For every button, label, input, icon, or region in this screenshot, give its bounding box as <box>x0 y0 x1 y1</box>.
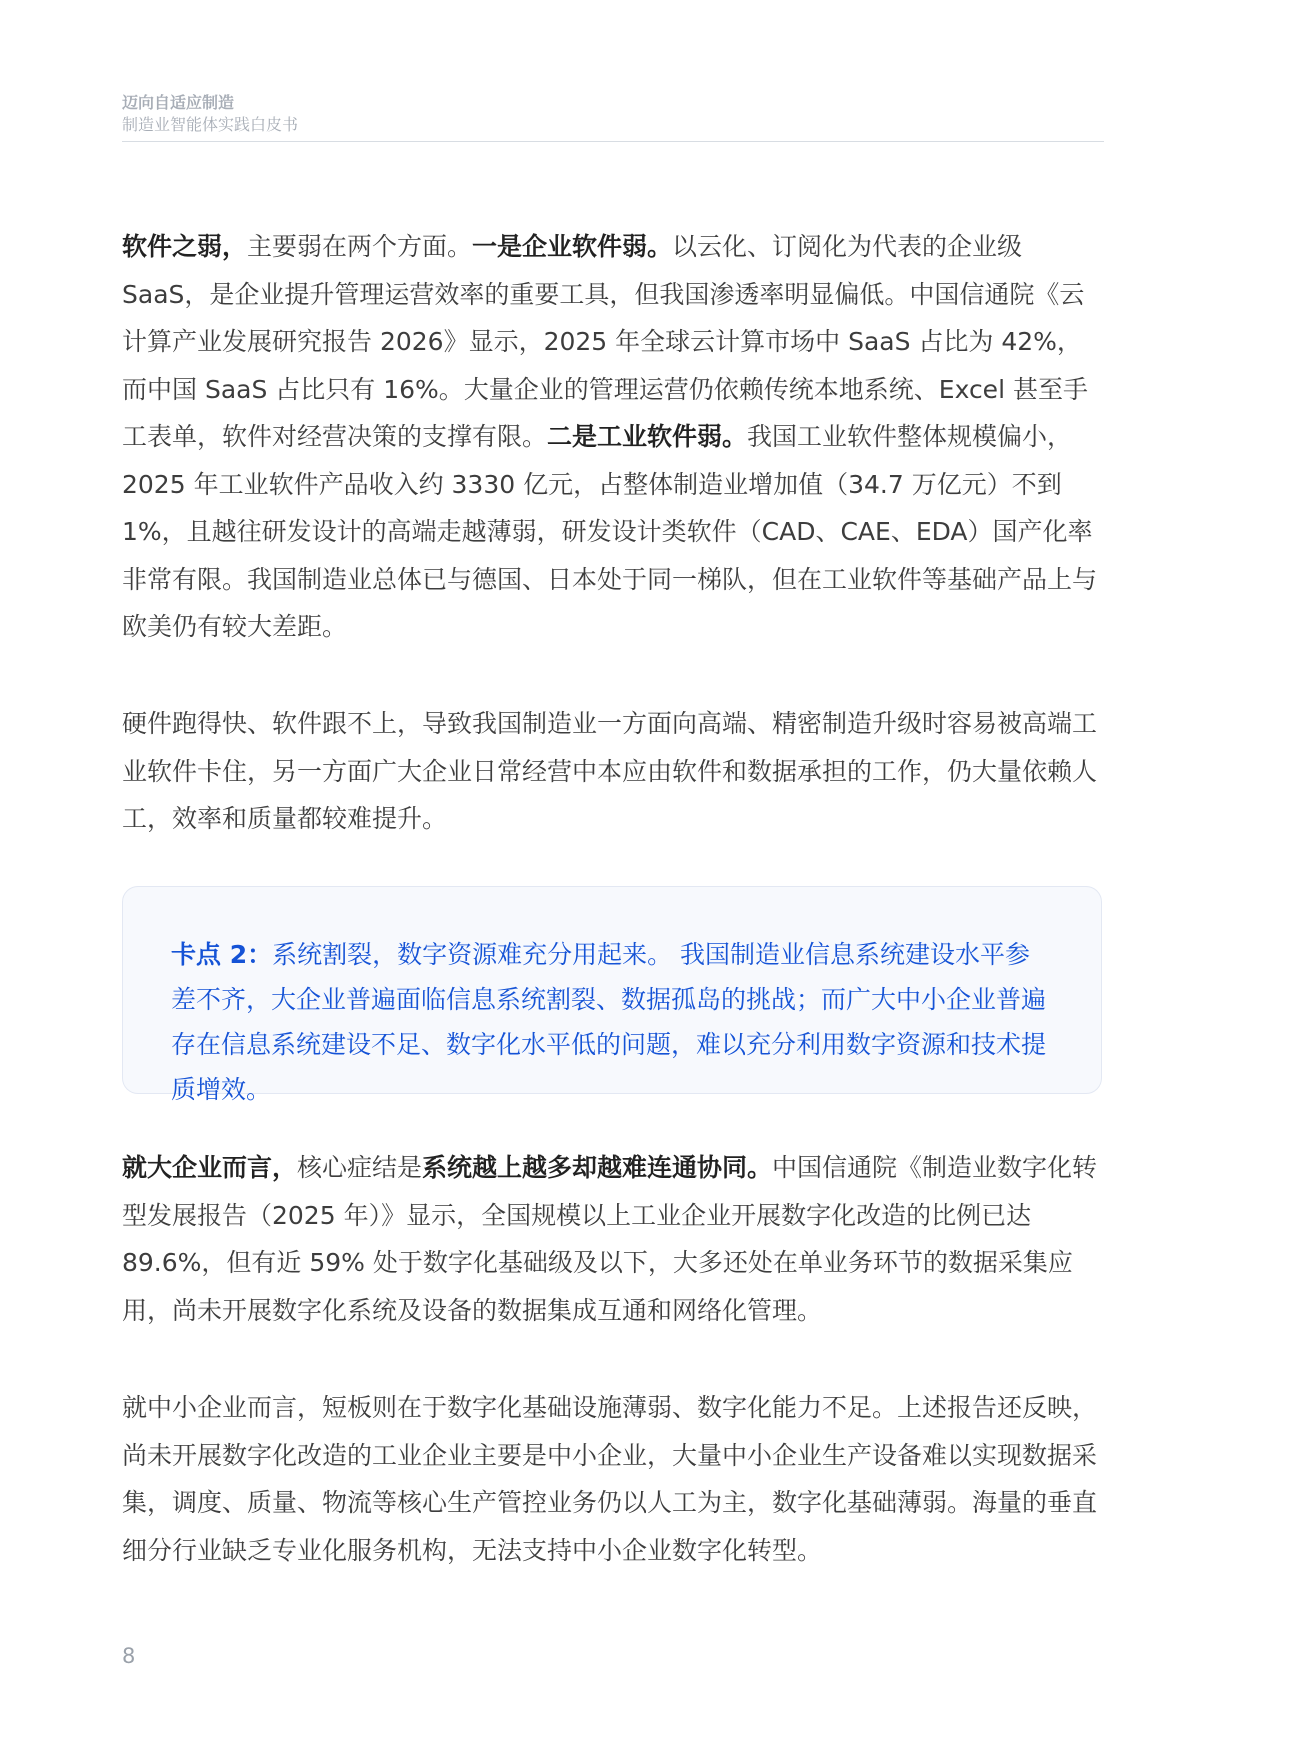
callout-label: 卡点 2： <box>171 940 273 969</box>
large-enterprise-lead: 就大企业而言， <box>122 1153 298 1182</box>
industrial-software-detail: 我国工业软件整体规模偏小，2025 年工业软件产品收入约 3330 亿元，占整体制造业增加值（34.7 万亿元）不到 1%，且越往研发设计的高端走越薄弱，研发设计类软件（CAD、CAE、EDA）国产化率非常有限。我国制造业总体已与德国、日本处于同一梯队，但在工业软件等基础产品上与欧美仍有较大差距。 <box>122 422 1098 641</box>
software-weakness-paragraph <box>122 223 1104 651</box>
header-title: 迈向自适应制造 <box>122 93 235 112</box>
sme-paragraph: 就中小企业而言，短板则在于数字化基础设施薄弱、数字化能力不足。上述报告还反映，尚未开展数字化改造的工业企业主要是中小企业，大量中小企业生产设备难以实现数据采集，调度、质量、物流等核心生产管控业务仍以人工为主，数字化基础薄弱。海量的垂直细分行业缺乏专业化服务机构，无法支持中小企业数字化转型。 <box>122 1393 1098 1565</box>
header-divider <box>122 141 1104 142</box>
page-header <box>122 92 1104 136</box>
enterprise-software-point: 一是企业软件弱。 <box>472 232 673 261</box>
hardware-software-paragraph: 硬件跑得快、软件跟不上，导致我国制造业一方面向高端、精密制造升级时容易被高端工业软件卡住，另一方面广大企业日常经营中本应由软件和数据承担的工作，仍大量依赖人工，效率和质量都较难提升。 <box>122 709 1098 833</box>
industrial-software-point: 二是工业软件弱。 <box>547 422 748 451</box>
page-number: 8 <box>122 1644 136 1668</box>
callout-text <box>171 932 1051 1112</box>
large-enterprise-detail: 中国信通院《制造业数字化转型发展报告（2025 年）》显示，全国规模以上工业企业开展数字化改造的比例已达 89.6%，但有近 59% 处于数字化基础级及以下，大多还处在单业务环节的数据采集应用，尚未开展数字化系统及设备的数据集成互通和网络化管理。 <box>122 1153 1098 1325</box>
software-weakness-intro: 主要弱在两个方面。 <box>247 232 473 261</box>
large-enterprise-paragraph <box>122 1144 1104 1334</box>
software-weakness-lead: 软件之弱， <box>122 232 248 261</box>
bottleneck-callout <box>122 886 1102 1104</box>
enterprise-software-detail: 以云化、订阅化为代表的企业级 SaaS，是企业提升管理运营效率的重要工具，但我国渗透率明显偏低。中国信通院《云计算产业发展研究报告 2026》显示，2025 年全球云计算市场中 SaaS 占比为 42%，而中国 SaaS 占比只有 16%。大量企业的管理运营仍依赖传统本地系统、Excel 甚至手工表单，软件对经营决策的支撑有限。 <box>122 232 1088 451</box>
large-enterprise-key-issue: 系统越上越多却越难连通协同。 <box>422 1153 773 1182</box>
large-enterprise-intro: 核心症结是 <box>297 1153 423 1182</box>
callout-body: 系统割裂，数字资源难充分用起来。 我国制造业信息系统建设水平参差不齐，大企业普遍面临信息系统割裂、数据孤岛的挑战；而广大中小企业普遍存在信息系统建设不足、数字化水平低的问题，难以充分利用数字资源和技术提质增效。 <box>171 940 1047 1104</box>
header-subtitle: 制造业智能体实践白皮书 <box>122 115 299 134</box>
